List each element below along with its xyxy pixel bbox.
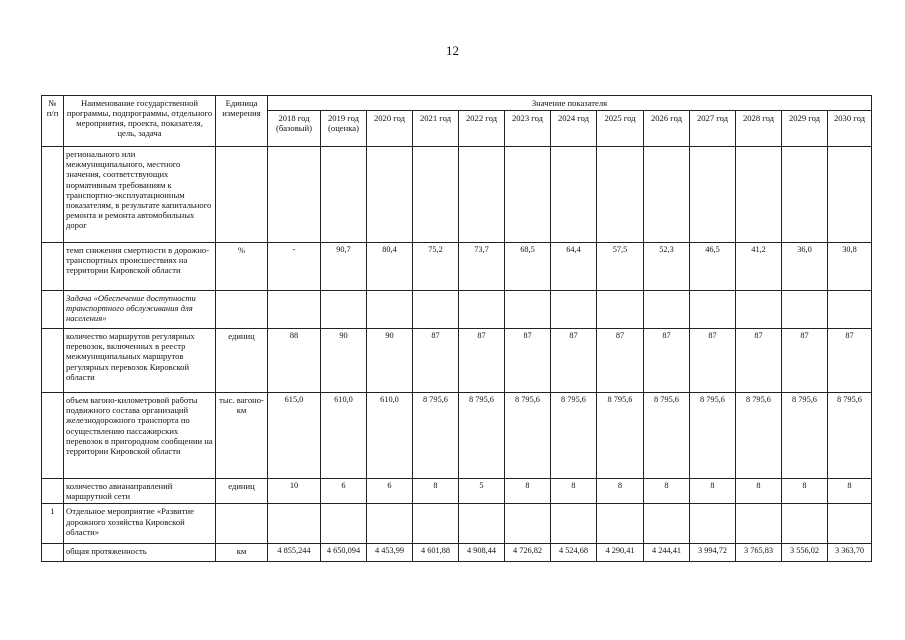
value-cell: 8 795,6 [505,393,551,479]
year-header-cell: 2019 год (оценка) [321,111,367,147]
table-row [42,291,872,329]
row-name: объем вагоно-километровой работы подвижного состава организаций железнодорожного транспорта по осуществлению пассажирских перевозок в пригородном сообщении на территории Кировской области [64,393,216,479]
row-name: количество маршрутов регулярных перевозок, включенных в реестр межмуниципальных маршрутов регулярных перевозок Кировской области [64,329,216,393]
row-number [42,329,64,393]
value-cell [597,147,644,243]
value-cell: 46,5 [690,243,736,291]
value-cell [644,291,690,329]
col-value-header: Значение показателя [268,96,872,111]
year-header-cell: 2018 год (базовый) [268,111,321,147]
value-cell: 6 [367,479,413,504]
value-cell [644,147,690,243]
table-row [42,479,872,504]
value-cell: 8 [551,479,597,504]
row-number [42,243,64,291]
value-cell: 8 795,6 [413,393,459,479]
col-name-header: Наименование государственной программы, подпрограммы, отдельного мероприятия, проекта, показателя, цель, задача [64,96,216,147]
value-cell [505,291,551,329]
year-header-cell: 2025 год [597,111,644,147]
value-cell [690,504,736,544]
value-cell [268,504,321,544]
value-cell: 30,8 [828,243,872,291]
year-header-cell: 2028 год [736,111,782,147]
value-cell: 8 795,6 [828,393,872,479]
value-cell [367,147,413,243]
value-cell: 41,2 [736,243,782,291]
value-cell: 87 [551,329,597,393]
value-cell: 4 453,99 [367,544,413,562]
value-cell: 8 [413,479,459,504]
value-cell: 8 795,6 [782,393,828,479]
value-cell: 52,3 [644,243,690,291]
value-cell: 87 [736,329,782,393]
value-cell: 8 [828,479,872,504]
header-row [42,96,872,111]
value-cell [413,147,459,243]
row-unit: тыс. вагоно-км [216,393,268,479]
value-cell [505,504,551,544]
row-number [42,544,64,562]
row-unit [216,504,268,544]
value-cell: 610,0 [367,393,413,479]
value-cell: 4 244,41 [644,544,690,562]
row-name: темп снижения смертности в дорожно-транспортных происшествиях на территории Кировской области [64,243,216,291]
table-row [42,329,872,393]
value-cell: 8 795,6 [597,393,644,479]
year-header-cell: 2030 год [828,111,872,147]
value-cell: 615,0 [268,393,321,479]
value-cell [413,291,459,329]
value-cell: 4 650,094 [321,544,367,562]
value-cell [321,147,367,243]
row-number [42,393,64,479]
value-cell: 64,4 [551,243,597,291]
value-cell [782,504,828,544]
value-cell [367,291,413,329]
value-cell: 75,2 [413,243,459,291]
value-cell: 8 [690,479,736,504]
table-row [42,393,872,479]
value-cell: 8 795,6 [551,393,597,479]
table-row [42,147,872,243]
value-cell: 90 [367,329,413,393]
indicators-table [41,95,872,562]
year-header-cell: 2026 год [644,111,690,147]
row-number [42,147,64,243]
value-cell: 4 908,44 [459,544,505,562]
value-cell: 8 [782,479,828,504]
value-cell: 4 726,82 [505,544,551,562]
value-cell: 87 [690,329,736,393]
year-header-cell: 2022 год [459,111,505,147]
value-cell [690,291,736,329]
table-row [42,504,872,544]
value-cell [268,147,321,243]
value-cell [644,504,690,544]
value-cell [736,504,782,544]
value-cell [321,291,367,329]
value-cell [828,147,872,243]
year-header-cell: 2027 год [690,111,736,147]
row-number: 1 [42,504,64,544]
value-cell: 4 524,68 [551,544,597,562]
value-cell: 4 290,41 [597,544,644,562]
value-cell: 3 556,02 [782,544,828,562]
row-name: регионального или межмуниципального, местного значения, соответствующих нормативным требованиям к транспортно-эксплуатационным показателям, в результате капитального ремонта и ремонта автомобильных дорог [64,147,216,243]
value-cell [268,291,321,329]
value-cell: 4 855,244 [268,544,321,562]
row-unit [216,291,268,329]
table-body [42,147,872,562]
value-cell [459,147,505,243]
value-cell [597,504,644,544]
table-row [42,544,872,562]
value-cell: 8 [736,479,782,504]
value-cell: 5 [459,479,505,504]
year-header-cell: 2021 год [413,111,459,147]
value-cell: 87 [413,329,459,393]
col-unit-header: Единица измерения [216,96,268,147]
value-cell: 87 [505,329,551,393]
value-cell: 87 [597,329,644,393]
value-cell: 57,5 [597,243,644,291]
value-cell: 68,5 [505,243,551,291]
value-cell: 3 363,70 [828,544,872,562]
value-cell [413,504,459,544]
value-cell [459,291,505,329]
value-cell: 80,4 [367,243,413,291]
value-cell: 87 [644,329,690,393]
row-name: общая протяженность [64,544,216,562]
row-unit: единиц [216,329,268,393]
value-cell: 88 [268,329,321,393]
value-cell [782,291,828,329]
value-cell: 8 795,6 [690,393,736,479]
value-cell [736,147,782,243]
row-number [42,479,64,504]
value-cell: 8 795,6 [644,393,690,479]
value-cell [367,504,413,544]
value-cell [597,291,644,329]
value-cell: 87 [459,329,505,393]
value-cell [551,147,597,243]
value-cell: 6 [321,479,367,504]
table-row [42,243,872,291]
row-unit: км [216,544,268,562]
year-header-cell: 2024 год [551,111,597,147]
value-cell: - [268,243,321,291]
value-cell: 3 765,83 [736,544,782,562]
row-unit [216,147,268,243]
value-cell [782,147,828,243]
value-cell [551,291,597,329]
value-cell: 8 [505,479,551,504]
value-cell: 8 795,6 [736,393,782,479]
row-name: Задача «Обеспечение доступности транспортного обслуживания для населения» [64,291,216,329]
value-cell: 8 795,6 [459,393,505,479]
value-cell [828,291,872,329]
year-header-cell: 2020 год [367,111,413,147]
value-cell: 36,0 [782,243,828,291]
value-cell [321,504,367,544]
value-cell: 90 [321,329,367,393]
value-cell: 8 [597,479,644,504]
value-cell: 87 [828,329,872,393]
value-cell: 4 601,88 [413,544,459,562]
year-header-cell: 2023 год [505,111,551,147]
value-cell: 87 [782,329,828,393]
value-cell: 3 994,72 [690,544,736,562]
value-cell [551,504,597,544]
col-num-header: № п/п [42,96,64,147]
row-name: Отдельное мероприятие «Развитие дорожного хозяйства Кировской области» [64,504,216,544]
value-cell [459,504,505,544]
row-name: количество авианаправлений маршрутной сети [64,479,216,504]
value-cell [505,147,551,243]
page-number: 12 [446,43,459,58]
year-header-cell: 2029 год [782,111,828,147]
value-cell [690,147,736,243]
row-unit: единиц [216,479,268,504]
value-cell: 73,7 [459,243,505,291]
row-number [42,291,64,329]
value-cell [828,504,872,544]
value-cell [736,291,782,329]
value-cell: 8 [644,479,690,504]
row-unit: % [216,243,268,291]
value-cell: 90,7 [321,243,367,291]
value-cell: 10 [268,479,321,504]
value-cell: 610,0 [321,393,367,479]
